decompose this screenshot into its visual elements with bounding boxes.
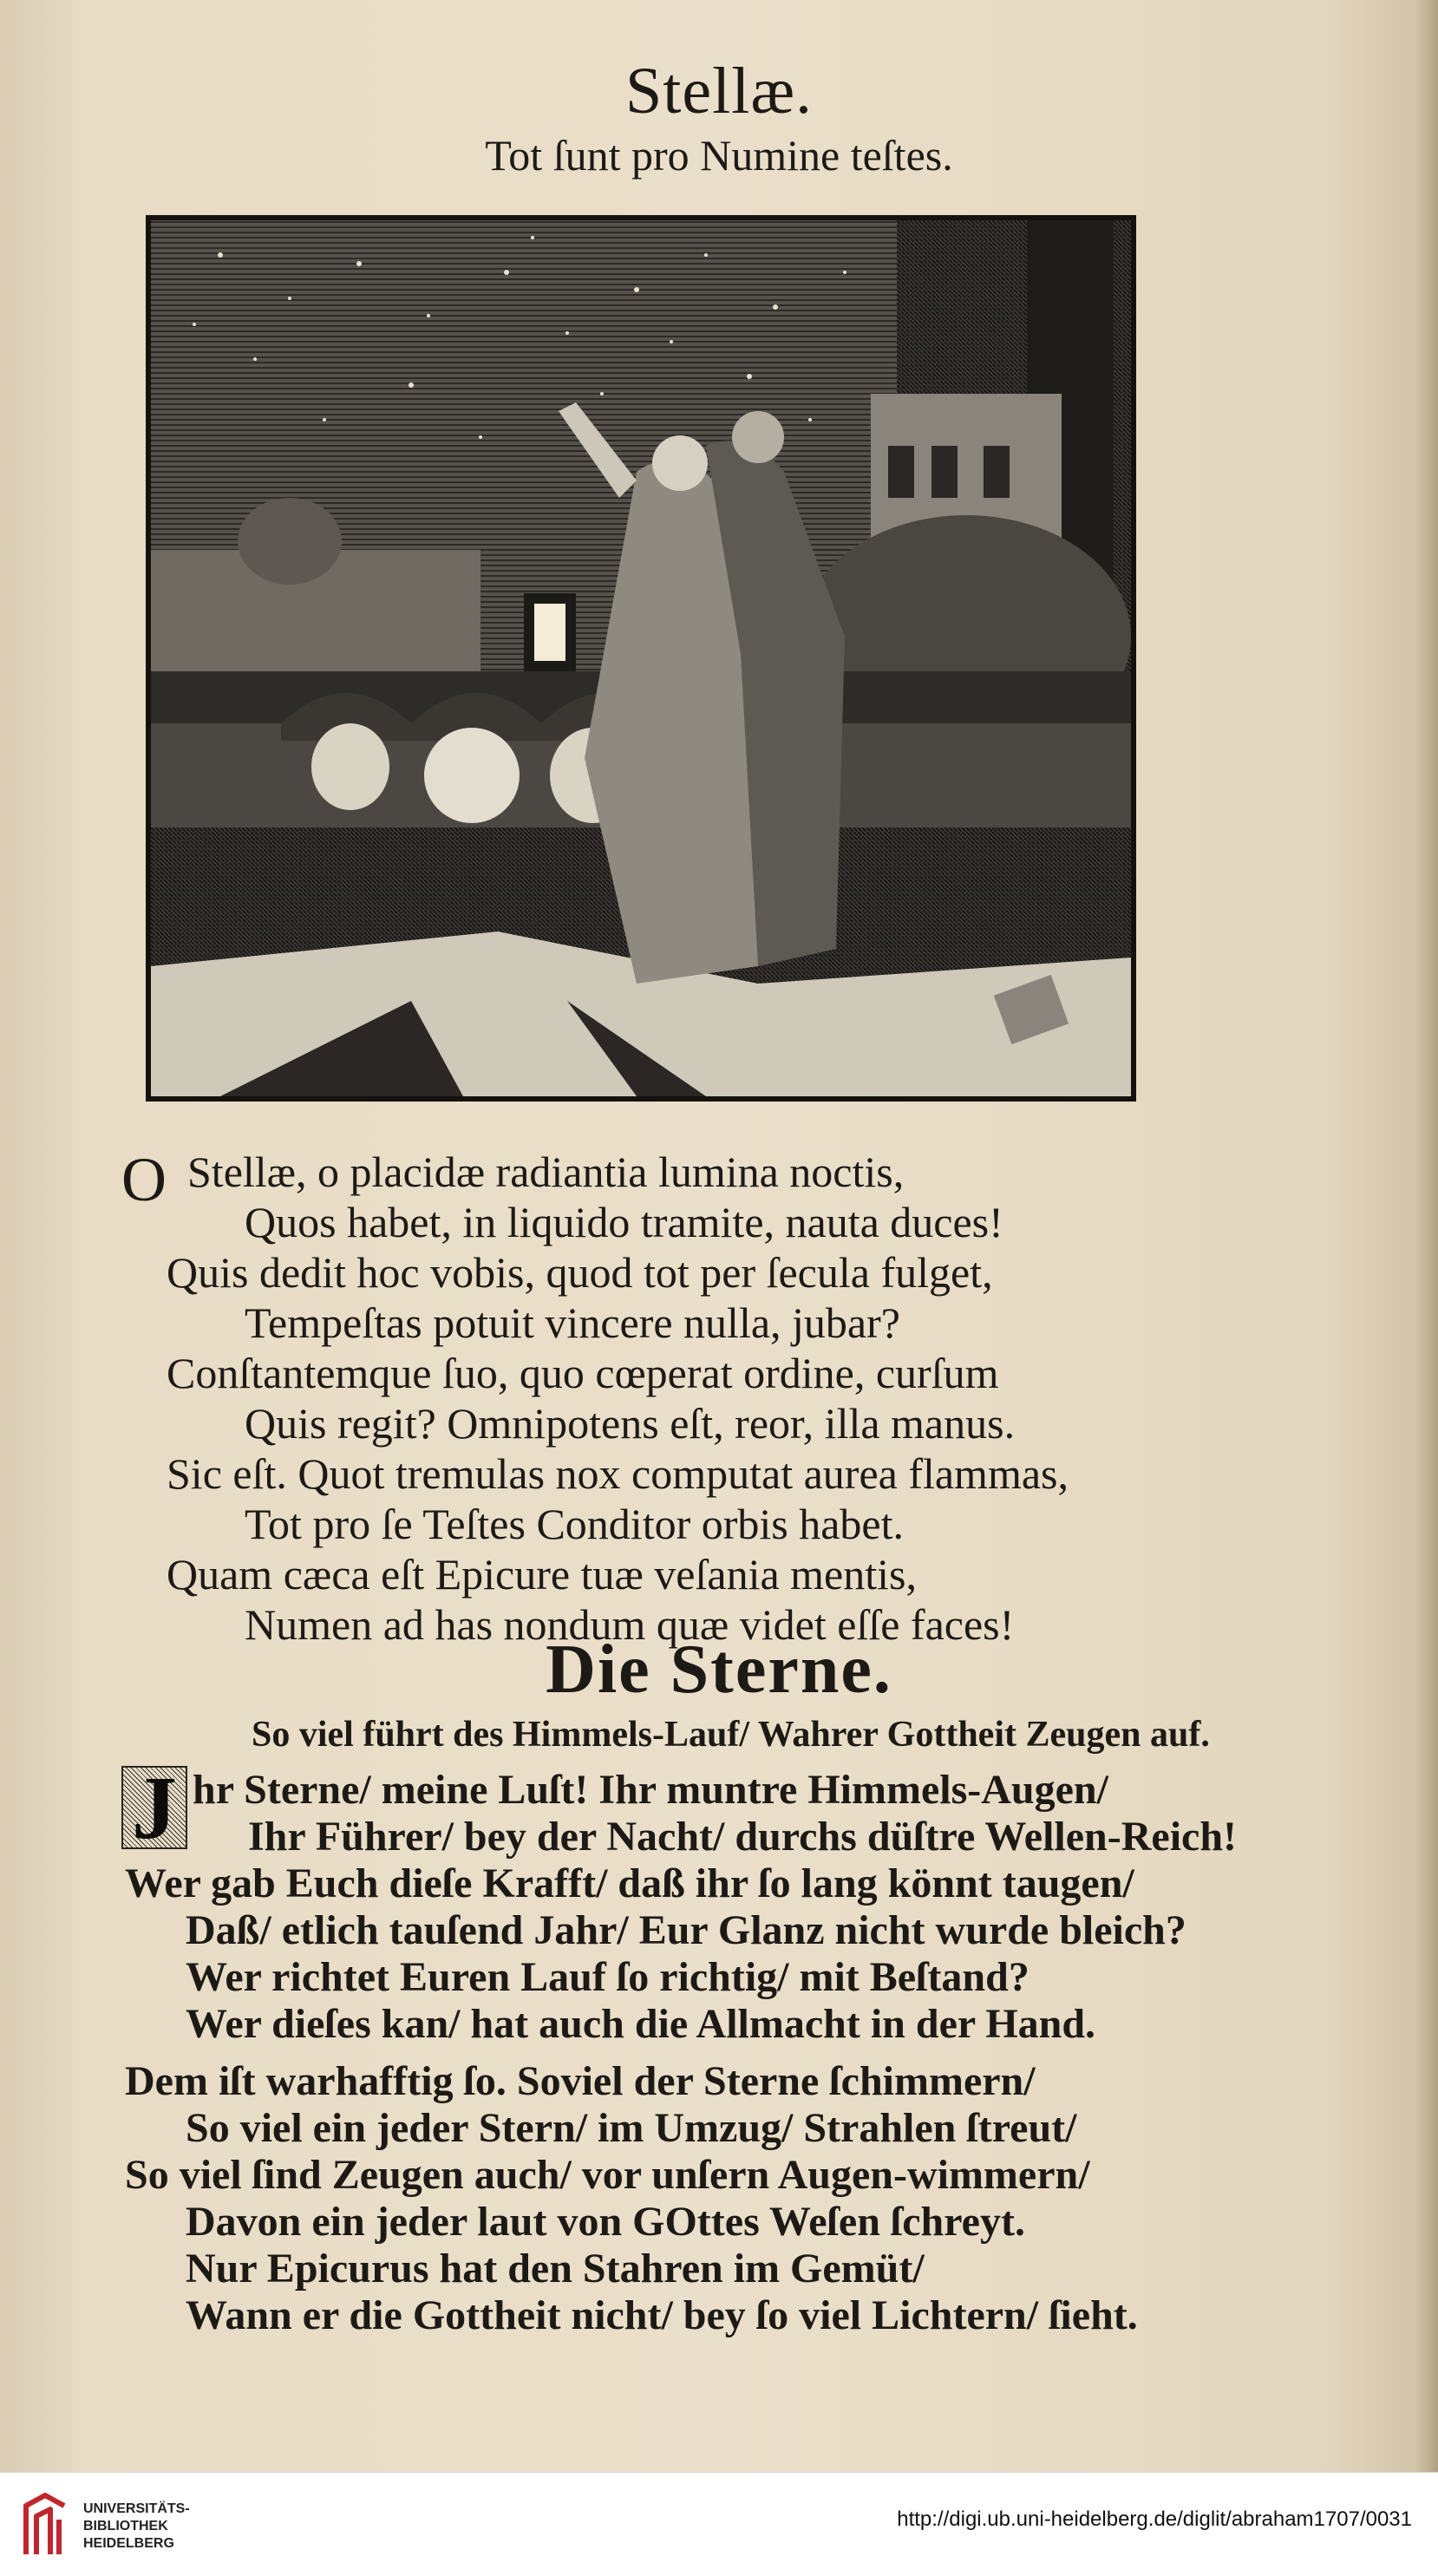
german-title: Die Sterne. [546,1631,892,1708]
night-scene-image [151,220,1131,1096]
latin-line: Tot pro ſe Teſtes Conditor orbis habet. [245,1500,905,1548]
german-line: Wer dieſes kan/ hat auch die Allmacht in der Hand. [186,2001,1096,2047]
library-logo-icon[interactable] [19,2490,69,2558]
library-name-line: UNIVERSITÄTS- [83,2501,190,2516]
german-initial-j: J [121,1766,187,1849]
german-line: Dem iſt warhafftig ſo. Soviel der Sterne ſchimmern/ [125,2058,1036,2104]
engraving-illustration [146,215,1136,1102]
latin-line: Sic eſt. Quot tremulas nox computat aurea flammas, [167,1449,1069,1498]
german-line: Wer gab Euch dieſe Krafft/ daß ihr ſo lang könnt taugen/ [125,1860,1134,1906]
german-line: Wer richtet Euren Lauf ſo richtig/ mit Beſtand? [186,1954,1029,2000]
german-line: Ihr Führer/ bey der Nacht/ durchs düſtre Wellen-Reich! [248,1814,1238,1860]
latin-line: Conſtantemque ſuo, quo cœperat ordine, curſum [167,1349,999,1397]
german-line: hr Sterne/ meine Luſt! Ihr muntre Himmels-Augen/ [193,1767,1108,1813]
latin-line: Numen ad has nondum quæ videt eſſe faces! [245,1600,1015,1649]
latin-line: Quam cæca eſt Epicure tuæ veſania mentis, [167,1550,917,1599]
german-line: So viel ſind Zeugen auch/ vor unſern Augen-wimmern/ [125,2152,1090,2198]
german-line: Nur Epicurus hat den Stahren im Gemüt/ [186,2246,925,2292]
german-motto: So viel führt des Himmels-Lauf/ Wahrer Gottheit Zeugen auf. [252,1715,1210,1755]
latin-line: Tempeſtas potuit vincere nulla, jubar? [245,1298,900,1347]
latin-line: Quis dedit hoc vobis, quod tot per ſecula fulget, [167,1248,993,1297]
page-motto: Tot ſunt pro Numine teſtes. [485,131,953,180]
german-line: Davon ein jeder laut von GOttes Weſen ſchreyt. [186,2199,1025,2245]
viewer-footer [0,2472,1438,2576]
latin-initial-o: O [121,1145,167,1214]
german-line: So viel ein jeder Stern/ im Umzug/ Strahlen ſtreut/ [186,2105,1077,2151]
german-line: Daß/ etlich tauſend Jahr/ Eur Glanz nicht wurde bleich? [186,1907,1186,1953]
permalink-url[interactable]: http://digi.ub.uni-heidelberg.de/diglit/abraham1707/0031 [897,2507,1412,2531]
page-title: Stellæ. [624,55,814,127]
latin-line: Quos habet, in liquido tramite, nauta duces! [245,1198,1003,1246]
library-name-line: HEIDELBERG [83,2536,174,2551]
library-name[interactable] [83,2501,190,2553]
german-line: Wann er die Gottheit nicht/ bey ſo viel Lichtern/ ſieht. [186,2292,1138,2338]
latin-line: Stellæ, o placidæ radiantia lumina noctis, [187,1147,905,1196]
latin-line: Quis regit? Omnipotens eſt, reor, illa manus. [245,1399,1016,1448]
library-name-line: BIBLIOTHEK [83,2519,168,2534]
